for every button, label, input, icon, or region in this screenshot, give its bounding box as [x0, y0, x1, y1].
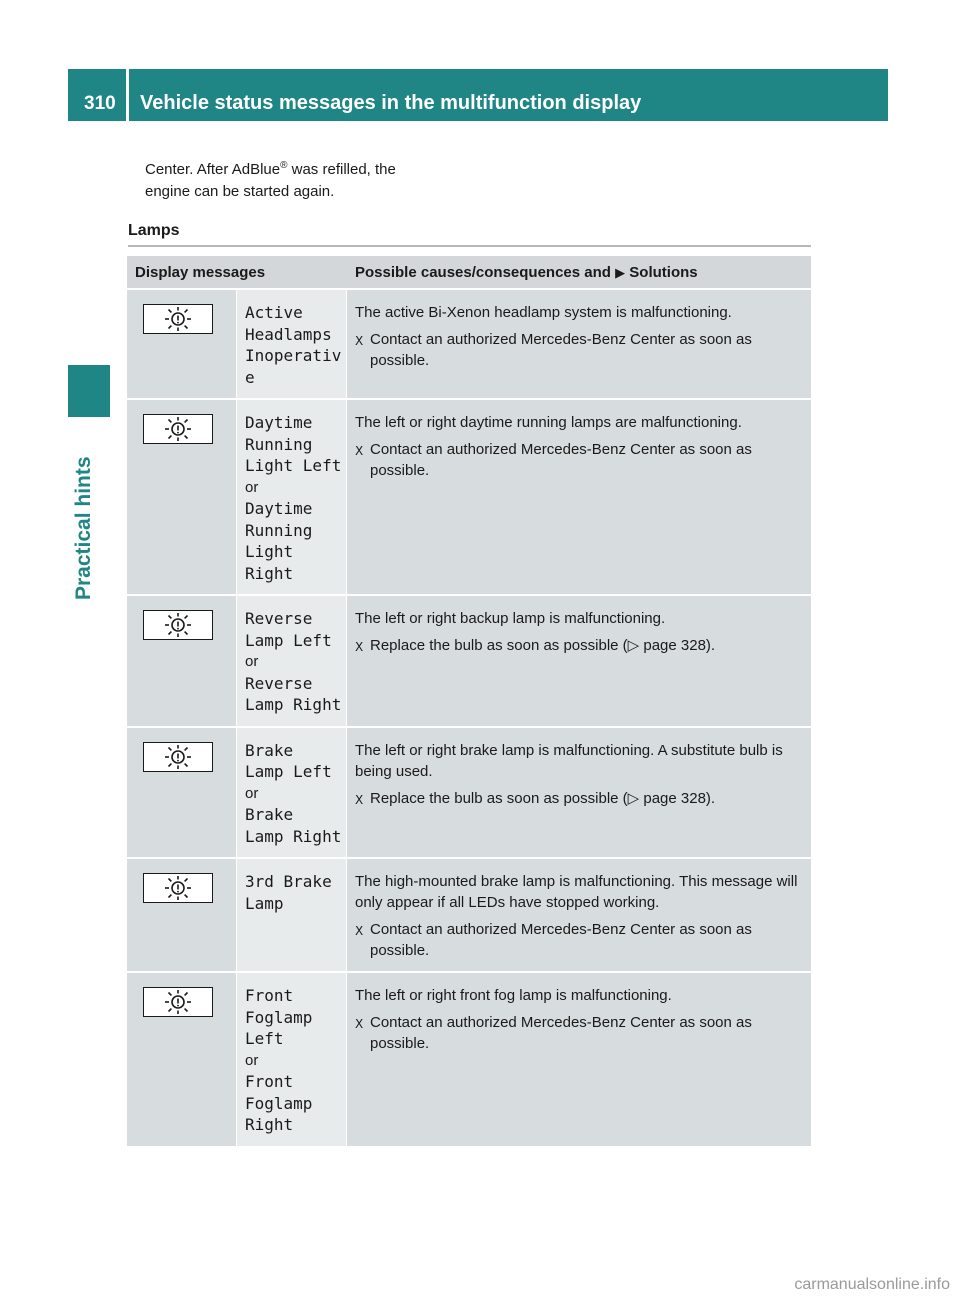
page-title: Vehicle status messages in the multifunction display	[140, 92, 642, 114]
display-message-line: Reverse	[245, 673, 313, 693]
display-message-line: Headlamps	[245, 324, 332, 344]
intro-line1-pre: Center. After AdBlue	[145, 161, 281, 178]
or-separator: or	[245, 784, 259, 802]
display-message-alternate	[245, 1071, 342, 1136]
solution-text: Replace the bulb as soon as possible (▷ page 328).	[370, 637, 716, 654]
solution-text: Contact an authorized Mercedes-Benz Center as soon as possible.	[370, 921, 752, 959]
icon-cell	[127, 290, 237, 400]
table-row	[127, 973, 811, 1148]
display-message-line: Brake	[245, 740, 294, 760]
display-message-line: Light Left	[245, 456, 342, 475]
header-divider	[126, 69, 129, 121]
solution-text: Contact an authorized Mercedes-Benz Center as soon as possible.	[370, 331, 752, 369]
table-header-row	[127, 256, 811, 290]
header-causes-solutions	[347, 256, 811, 290]
header-solutions-label: Solutions	[625, 263, 698, 281]
icon-cell	[127, 859, 237, 973]
solution-text: Replace the bulb as soon as possible (▷ page 328).	[370, 789, 716, 807]
page-number: 310	[84, 93, 116, 114]
step-arrow-icon: X	[355, 640, 364, 654]
or-separator: or	[245, 653, 259, 670]
or-separator: or	[245, 1051, 259, 1069]
display-message-line: Front	[245, 1072, 294, 1091]
section-title: Lamps	[128, 222, 180, 239]
display-message-line: Front	[245, 986, 294, 1005]
cause-text: The left or right front fog lamp is malfunctioning.	[355, 987, 672, 1004]
table-row	[127, 290, 811, 400]
display-message-line: e	[245, 367, 255, 387]
intro-paragraph	[145, 155, 396, 203]
header-display-messages	[127, 256, 347, 290]
page-number-box	[68, 69, 126, 121]
lamp-warning-icon	[143, 414, 213, 444]
cause-solution-cell	[347, 400, 811, 596]
display-message-line: Reverse	[245, 609, 313, 628]
cause-text: The left or right daytime running lamps are malfunctioning.	[355, 414, 742, 431]
display-message-line: Left	[245, 1029, 284, 1048]
registered-mark: ®	[280, 160, 288, 171]
display-message-cell	[237, 859, 347, 973]
step-arrow-icon: X	[355, 334, 364, 348]
display-message-primary	[245, 412, 342, 477]
lamps-table	[127, 256, 811, 1148]
display-message-line: Running	[245, 434, 313, 454]
display-message-line: Right	[245, 563, 294, 583]
lamp-warning-icon	[143, 304, 213, 334]
display-message-line: Brake	[245, 805, 294, 824]
intro-line1-post: was refilled, the	[287, 161, 396, 178]
header-causes-label: Possible causes/consequences and	[355, 263, 616, 281]
lamp-bulb-icon	[163, 306, 193, 332]
display-message-cell	[237, 728, 347, 860]
solution-step	[355, 788, 801, 811]
icon-cell	[127, 973, 237, 1148]
cause-solution-cell	[347, 728, 811, 860]
solution-step	[355, 919, 801, 961]
display-message-primary	[245, 740, 342, 783]
cause-solution-cell	[347, 290, 811, 400]
display-message-line: Running	[245, 520, 313, 540]
lamp-warning-icon	[143, 742, 213, 772]
display-message-line: Daytime	[245, 413, 313, 432]
table-row	[127, 596, 811, 728]
cause-solution-cell	[347, 859, 811, 973]
display-message-alternate	[245, 498, 342, 584]
display-message-primary	[245, 871, 342, 914]
cause-text: The active Bi-Xenon headlamp system is malfunctioning.	[355, 304, 732, 321]
header-display-label: Display messages	[135, 263, 266, 281]
solution-text: Contact an authorized Mercedes-Benz Center as soon as possible.	[370, 1014, 752, 1052]
table-row	[127, 728, 811, 860]
solution-step	[355, 635, 801, 658]
display-message-primary	[245, 608, 342, 651]
page-header	[68, 69, 888, 121]
display-message-line: Lamp Right	[245, 695, 342, 714]
display-message-line: Foglamp	[245, 1093, 313, 1113]
lamp-warning-icon	[143, 610, 213, 640]
display-message-line: Lamp	[245, 893, 284, 913]
side-tab-marker	[68, 365, 110, 417]
display-message-line: 3rd Brake	[245, 872, 332, 891]
watermark: carmanualsonline.info	[794, 1276, 950, 1293]
solution-step	[355, 439, 801, 481]
table-row	[127, 859, 811, 973]
or-separator: or	[245, 478, 259, 496]
solution-arrow-icon: ▶	[615, 264, 626, 280]
cause-text: The high-mounted brake lamp is malfunctioning. This message will only appear if all LEDs have stopped working.	[355, 873, 798, 911]
cause-text: The left or right backup lamp is malfunctioning.	[355, 610, 666, 627]
side-tab-label: Practical hints	[72, 456, 95, 600]
lamp-bulb-icon	[163, 875, 193, 901]
display-message-line: Active	[245, 303, 303, 322]
lamp-warning-icon	[143, 873, 213, 903]
display-message-line: Daytime	[245, 499, 313, 518]
display-message-alternate	[245, 804, 342, 847]
icon-cell	[127, 400, 237, 596]
display-message-cell	[237, 596, 347, 728]
display-message-line: Lamp Right	[245, 826, 342, 846]
lamp-bulb-icon	[163, 744, 193, 770]
lamp-warning-icon	[143, 987, 213, 1017]
display-message-cell	[237, 290, 347, 400]
step-arrow-icon: X	[355, 444, 364, 458]
cause-solution-cell	[347, 973, 811, 1148]
solution-step	[355, 1012, 801, 1054]
icon-cell	[127, 596, 237, 728]
display-message-cell	[237, 400, 347, 596]
display-message-line: Foglamp	[245, 1007, 313, 1027]
display-message-alternate	[245, 673, 342, 716]
display-message-line: Lamp Left	[245, 762, 332, 781]
icon-cell	[127, 728, 237, 860]
display-message-line: Right	[245, 1115, 294, 1134]
section-rule	[128, 245, 811, 247]
display-message-primary	[245, 985, 342, 1050]
lamp-bulb-icon	[163, 989, 193, 1015]
intro-line2: engine can be started again.	[145, 183, 335, 200]
cause-text: The left or right brake lamp is malfunctioning. A substitute bulb is being used.	[355, 741, 783, 780]
display-message-primary	[245, 302, 342, 388]
step-arrow-icon: X	[355, 792, 364, 807]
step-arrow-icon: X	[355, 924, 364, 938]
display-message-cell	[237, 973, 347, 1148]
display-message-line: Light	[245, 542, 294, 561]
cause-solution-cell	[347, 596, 811, 728]
lamp-bulb-icon	[163, 612, 193, 638]
display-message-line: Lamp Left	[245, 630, 332, 650]
solution-step	[355, 329, 801, 371]
lamp-bulb-icon	[163, 416, 193, 442]
display-message-line: Inoperativ	[245, 346, 342, 365]
solution-text: Contact an authorized Mercedes-Benz Center as soon as possible.	[370, 441, 752, 479]
table-row	[127, 400, 811, 596]
step-arrow-icon: X	[355, 1017, 364, 1031]
